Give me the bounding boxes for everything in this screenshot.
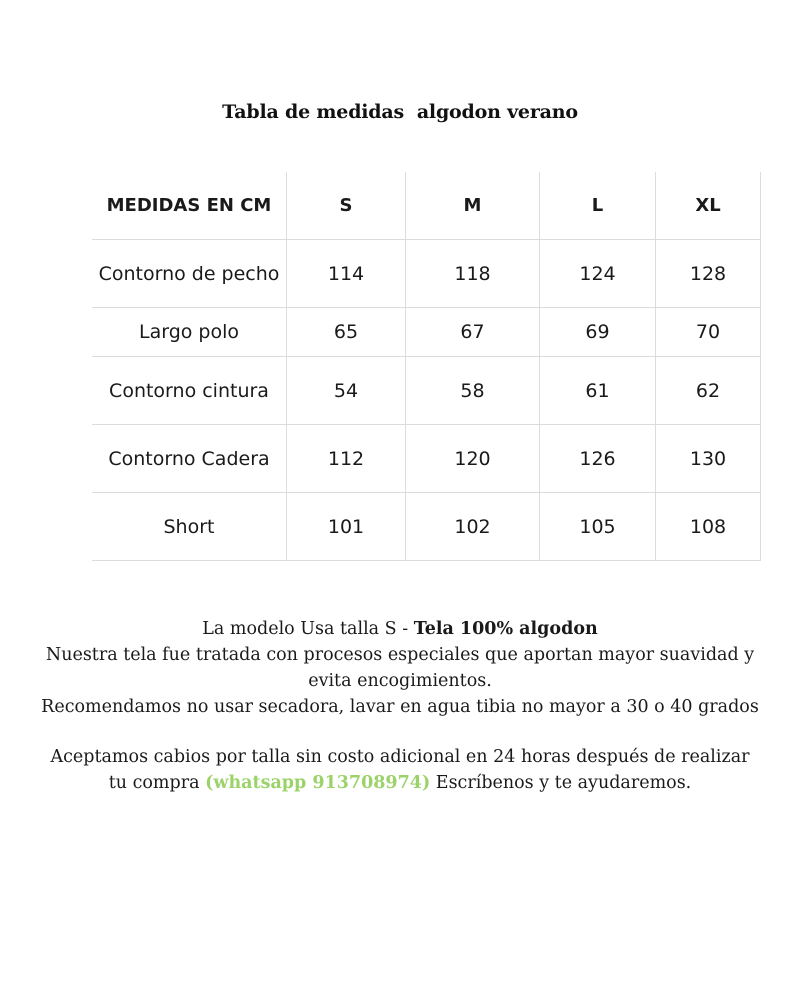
- exchange-line-2: [0, 770, 800, 796]
- treatment-line-2: evita encogimientos.: [308, 671, 492, 691]
- row-label: Contorno de pecho: [92, 240, 287, 308]
- page-title: Tabla de medidas algodon verano: [222, 101, 578, 123]
- size-chart-table: [92, 172, 761, 561]
- table-row: [92, 240, 761, 308]
- cell-value: 70: [656, 308, 761, 357]
- header-size-l: L: [540, 172, 656, 240]
- model-size-line: [0, 616, 800, 642]
- row-label: Contorno Cadera: [92, 425, 287, 493]
- exchange-policy: [0, 744, 800, 796]
- cell-value: 120: [406, 425, 540, 493]
- cell-value: 62: [656, 357, 761, 425]
- cell-value: 65: [287, 308, 406, 357]
- header-size-s: S: [287, 172, 406, 240]
- cell-value: 108: [656, 493, 761, 561]
- row-label: Contorno cintura: [92, 357, 287, 425]
- cell-value: 67: [406, 308, 540, 357]
- care-instructions: Recomendamos no usar secadora, lavar en agua tibia no mayor a 30 o 40 grados: [41, 697, 759, 717]
- cell-value: 58: [406, 357, 540, 425]
- table-row: [92, 308, 761, 357]
- table-header-row: [92, 172, 761, 240]
- exchange-prefix: tu compra: [108, 773, 206, 793]
- cell-value: 126: [540, 425, 656, 493]
- treatment-line-1: Nuestra tela fue tratada con procesos especiales que aportan mayor suavidad y: [45, 645, 755, 665]
- cell-value: 124: [540, 240, 656, 308]
- product-notes: [0, 616, 800, 720]
- cell-value: 118: [406, 240, 540, 308]
- whatsapp-contact[interactable]: (whatsapp 913708974): [205, 773, 431, 793]
- row-label: Largo polo: [92, 308, 287, 357]
- cell-value: 69: [540, 308, 656, 357]
- cell-value: 130: [656, 425, 761, 493]
- cell-value: 101: [287, 493, 406, 561]
- cell-value: 128: [656, 240, 761, 308]
- header-size-m: M: [406, 172, 540, 240]
- exchange-suffix: Escríbenos y te ayudaremos.: [430, 773, 692, 793]
- header-size-xl: XL: [656, 172, 761, 240]
- table-row: [92, 493, 761, 561]
- model-size-text: La modelo Usa talla S -: [202, 619, 414, 639]
- fabric-composition: Tela 100% algodon: [413, 619, 598, 639]
- row-label: Short: [92, 493, 287, 561]
- cell-value: 105: [540, 493, 656, 561]
- exchange-line-1: Aceptamos cabios por talla sin costo adicional en 24 horas después de realizar: [50, 747, 750, 767]
- header-measure: MEDIDAS EN CM: [92, 172, 287, 240]
- cell-value: 61: [540, 357, 656, 425]
- cell-value: 112: [287, 425, 406, 493]
- cell-value: 102: [406, 493, 540, 561]
- table-row: [92, 425, 761, 493]
- cell-value: 54: [287, 357, 406, 425]
- cell-value: 114: [287, 240, 406, 308]
- table-row: [92, 357, 761, 425]
